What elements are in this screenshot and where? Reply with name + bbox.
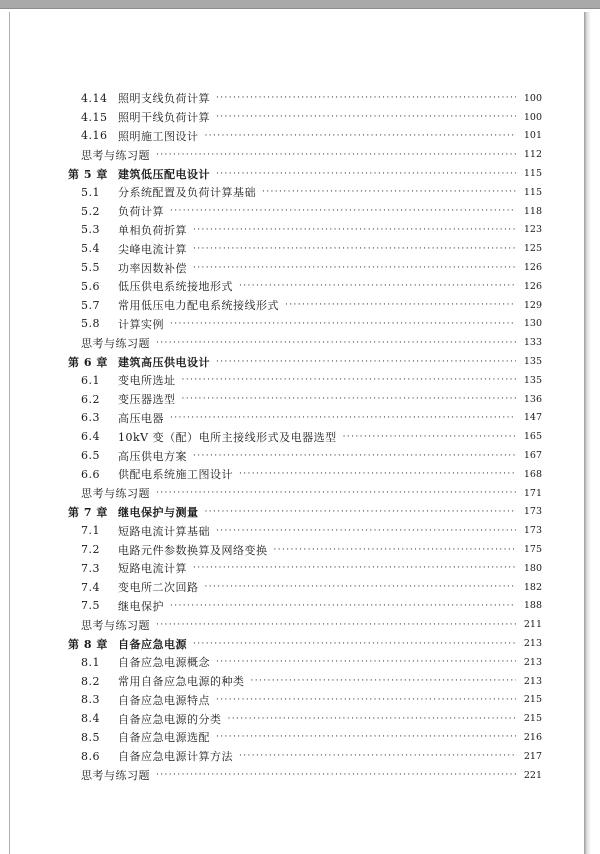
toc-section-entry[interactable] bbox=[68, 277, 542, 296]
toc-section-entry[interactable] bbox=[68, 653, 542, 672]
toc-dot-leader bbox=[156, 488, 516, 498]
toc-page-number: 125 bbox=[523, 243, 542, 255]
toc-exercise-entry[interactable] bbox=[68, 766, 542, 785]
toc-section-number: 7.1 bbox=[81, 524, 100, 538]
toc-page-number: 173 bbox=[523, 506, 542, 518]
toc-page-number: 129 bbox=[523, 299, 542, 311]
toc-exercise-entry[interactable] bbox=[68, 145, 542, 164]
toc-section-number: 5.7 bbox=[81, 298, 100, 312]
toc-page-number: 213 bbox=[523, 638, 542, 649]
toc-section-entry[interactable] bbox=[68, 597, 542, 616]
toc-dot-leader bbox=[170, 206, 516, 216]
toc-page-number: 123 bbox=[523, 224, 542, 236]
toc-section-title: 照明施工图设计 bbox=[118, 129, 199, 143]
toc-dot-leader bbox=[216, 526, 516, 536]
toc-section-number: 6.4 bbox=[81, 430, 100, 444]
toc-section-number: 8.1 bbox=[81, 655, 100, 669]
toc-dot-leader bbox=[156, 770, 516, 780]
toc-section-number: 第 7 章 bbox=[68, 505, 108, 519]
toc-page-number: 118 bbox=[523, 205, 542, 217]
toc-dot-leader bbox=[193, 451, 516, 461]
toc-section-number: 5.1 bbox=[81, 185, 100, 199]
toc-section-title: 功率因数补偿 bbox=[118, 261, 187, 275]
toc-dot-leader bbox=[239, 751, 516, 761]
toc-section-title: 思考与练习题 bbox=[81, 618, 150, 632]
toc-chapter-entry[interactable] bbox=[68, 352, 542, 371]
toc-section-title: 常用自备应急电源的种类 bbox=[118, 675, 245, 689]
toc-section-entry[interactable] bbox=[68, 728, 542, 747]
toc-section-entry[interactable] bbox=[68, 183, 542, 202]
toc-page-number: 112 bbox=[523, 149, 542, 161]
toc-dot-leader bbox=[239, 281, 516, 291]
toc-section-entry[interactable] bbox=[68, 202, 542, 221]
toc-exercise-entry[interactable] bbox=[68, 484, 542, 503]
toc-page-number: 180 bbox=[523, 562, 542, 574]
toc-page-number: 126 bbox=[523, 280, 542, 292]
toc-dot-leader bbox=[170, 413, 516, 423]
toc-section-title: 高压电器 bbox=[118, 411, 164, 425]
toc-page-number: 100 bbox=[523, 111, 542, 123]
toc-section-entry[interactable] bbox=[68, 127, 542, 146]
toc-section-number: 4.15 bbox=[81, 110, 108, 124]
toc-dot-leader bbox=[170, 319, 516, 329]
toc-exercise-entry[interactable] bbox=[68, 615, 542, 634]
toc-section-entry[interactable] bbox=[68, 371, 542, 390]
toc-section-title: 继电保护 bbox=[118, 599, 164, 613]
toc-chapter-entry[interactable] bbox=[68, 634, 542, 653]
toc-section-number: 6.5 bbox=[81, 449, 100, 463]
toc-section-title: 思考与练习题 bbox=[81, 769, 150, 783]
toc-page-number: 130 bbox=[523, 318, 542, 330]
toc-page-number: 126 bbox=[523, 262, 542, 274]
toc-page-number: 213 bbox=[523, 675, 542, 687]
toc-page-number: 101 bbox=[523, 130, 542, 142]
toc-section-number: 8.6 bbox=[81, 749, 100, 763]
toc-page-number: 135 bbox=[523, 356, 542, 368]
toc-section-number: 6.2 bbox=[81, 392, 100, 406]
toc-dot-leader bbox=[182, 375, 517, 385]
toc-section-entry[interactable] bbox=[68, 540, 542, 559]
toc-section-title: 供配电系统施工图设计 bbox=[118, 468, 233, 482]
toc-section-title: 变电所二次回路 bbox=[118, 581, 199, 595]
toc-page-number: 182 bbox=[523, 581, 542, 593]
toc-page-number: 215 bbox=[523, 694, 542, 706]
toc-section-title: 负荷计算 bbox=[118, 205, 164, 219]
toc-dot-leader bbox=[216, 112, 516, 122]
toc-dot-leader bbox=[251, 676, 517, 686]
toc-section-title: 尖峰电流计算 bbox=[118, 242, 187, 256]
toc-page-number: 168 bbox=[523, 468, 542, 480]
toc-dot-leader bbox=[156, 620, 516, 630]
toc-dot-leader bbox=[182, 394, 517, 404]
toc-section-number: 6.3 bbox=[81, 411, 100, 425]
toc-section-title: 变压器选型 bbox=[118, 393, 176, 407]
table-of-contents bbox=[68, 89, 542, 784]
toc-section-title: 低压供电系统接地形式 bbox=[118, 280, 233, 294]
toc-dot-leader bbox=[205, 582, 517, 592]
toc-section-title: 变电所选址 bbox=[118, 374, 176, 388]
toc-section-number: 6.1 bbox=[81, 373, 100, 387]
toc-dot-leader bbox=[228, 714, 517, 724]
toc-section-number: 5.5 bbox=[81, 261, 100, 275]
toc-section-entry[interactable] bbox=[68, 108, 542, 127]
toc-section-title: 建筑高压供电设计 bbox=[118, 355, 210, 369]
toc-section-title: 自备应急电源选配 bbox=[118, 731, 210, 745]
toc-dot-leader bbox=[193, 639, 516, 649]
toc-section-title: 计算实例 bbox=[118, 317, 164, 331]
toc-section-number: 5.8 bbox=[81, 317, 100, 331]
toc-dot-leader bbox=[285, 300, 516, 310]
toc-section-title: 自备应急电源 bbox=[118, 637, 187, 651]
toc-section-title: 建筑低压配电设计 bbox=[118, 167, 210, 181]
toc-section-title: 思考与练习题 bbox=[81, 148, 150, 162]
toc-page-number: 215 bbox=[523, 713, 542, 725]
toc-chapter-entry[interactable] bbox=[68, 164, 542, 183]
toc-dot-leader bbox=[274, 545, 517, 555]
toc-section-title: 继电保护与测量 bbox=[118, 505, 199, 519]
toc-section-title: 自备应急电源特点 bbox=[118, 693, 210, 707]
toc-page-number: 221 bbox=[523, 769, 542, 781]
toc-dot-leader bbox=[156, 150, 516, 160]
toc-page-number: 165 bbox=[523, 431, 542, 443]
toc-page-number: 167 bbox=[523, 450, 542, 462]
toc-page-number: 171 bbox=[523, 487, 542, 499]
toc-chapter-entry[interactable] bbox=[68, 503, 542, 522]
toc-section-title: 自备应急电源计算方法 bbox=[118, 750, 233, 764]
toc-section-entry[interactable] bbox=[68, 578, 542, 597]
toc-dot-leader bbox=[216, 657, 516, 667]
toc-section-entry[interactable] bbox=[68, 672, 542, 691]
toc-section-number: 7.3 bbox=[81, 561, 100, 575]
toc-section-number: 7.4 bbox=[81, 580, 100, 594]
toc-section-number: 7.5 bbox=[81, 599, 100, 613]
toc-section-number: 8.4 bbox=[81, 712, 100, 726]
toc-page-number: 136 bbox=[523, 393, 542, 405]
toc-section-title: 短路电流计算基础 bbox=[118, 524, 210, 538]
toc-section-entry[interactable] bbox=[68, 446, 542, 465]
toc-section-number: 5.3 bbox=[81, 223, 100, 237]
toc-dot-leader bbox=[205, 131, 517, 141]
toc-section-title: 照明支线负荷计算 bbox=[118, 92, 210, 106]
toc-section-title: 思考与练习题 bbox=[81, 336, 150, 350]
toc-dot-leader bbox=[193, 244, 516, 254]
toc-dot-leader bbox=[216, 732, 516, 742]
toc-section-entry[interactable] bbox=[68, 258, 542, 277]
toc-section-entry[interactable] bbox=[68, 296, 542, 315]
toc-section-title: 电路元件参数换算及网络变换 bbox=[118, 543, 268, 557]
toc-page-number: 115 bbox=[523, 168, 542, 180]
toc-page-number: 133 bbox=[523, 337, 542, 349]
toc-section-entry[interactable] bbox=[68, 409, 542, 428]
toc-section-entry[interactable] bbox=[68, 465, 542, 484]
toc-section-title: 短路电流计算 bbox=[118, 562, 187, 576]
toc-section-entry[interactable] bbox=[68, 239, 542, 258]
toc-dot-leader bbox=[216, 357, 516, 367]
toc-section-number: 8.2 bbox=[81, 674, 100, 688]
toc-dot-leader bbox=[216, 169, 516, 179]
toc-section-title: 思考与练习题 bbox=[81, 487, 150, 501]
toc-page-number: 135 bbox=[523, 374, 542, 386]
toc-section-title: 10kV 变（配）电所主接线形式及电器选型 bbox=[118, 430, 337, 444]
toc-dot-leader bbox=[193, 225, 516, 235]
toc-section-number: 6.6 bbox=[81, 467, 100, 481]
toc-section-title: 常用低压电力配电系统接线形式 bbox=[118, 299, 279, 313]
toc-page-number: 213 bbox=[523, 656, 542, 668]
toc-section-number: 8.3 bbox=[81, 693, 100, 707]
toc-page-number: 115 bbox=[523, 186, 542, 198]
toc-section-entry[interactable] bbox=[68, 747, 542, 766]
toc-dot-leader bbox=[343, 432, 516, 442]
toc-section-number: 第 6 章 bbox=[68, 355, 108, 369]
toc-section-entry[interactable] bbox=[68, 559, 542, 578]
toc-dot-leader bbox=[193, 563, 516, 573]
toc-dot-leader bbox=[239, 469, 516, 479]
toc-page-number: 100 bbox=[523, 92, 542, 104]
toc-section-entry[interactable] bbox=[68, 521, 542, 540]
toc-section-entry[interactable] bbox=[68, 315, 542, 334]
toc-dot-leader bbox=[156, 338, 516, 348]
toc-dot-leader bbox=[216, 695, 516, 705]
toc-section-number: 8.5 bbox=[81, 730, 100, 744]
viewer-margin bbox=[591, 12, 600, 854]
toc-page-number: 173 bbox=[523, 525, 542, 537]
toc-page-number: 147 bbox=[523, 412, 542, 424]
page-shadow bbox=[584, 12, 591, 854]
toc-dot-leader bbox=[193, 263, 516, 273]
toc-section-entry[interactable] bbox=[68, 691, 542, 710]
toc-section-entry[interactable] bbox=[68, 89, 542, 108]
toc-page-number: 216 bbox=[523, 731, 542, 743]
viewer-top-bar bbox=[0, 0, 600, 9]
toc-dot-leader bbox=[205, 507, 517, 517]
toc-section-entry[interactable] bbox=[68, 427, 542, 446]
toc-section-number: 第 5 章 bbox=[68, 167, 108, 181]
toc-section-number: 4.16 bbox=[81, 129, 108, 143]
toc-dot-leader bbox=[216, 93, 516, 103]
toc-section-title: 高压供电方案 bbox=[118, 449, 187, 463]
toc-section-entry[interactable] bbox=[68, 390, 542, 409]
toc-section-number: 5.6 bbox=[81, 279, 100, 293]
toc-page-number: 188 bbox=[523, 600, 542, 612]
toc-section-entry[interactable] bbox=[68, 709, 542, 728]
toc-page-number: 217 bbox=[523, 750, 542, 762]
toc-section-title: 单相负荷折算 bbox=[118, 223, 187, 237]
toc-section-number: 5.2 bbox=[81, 204, 100, 218]
toc-section-title: 自备应急电源概念 bbox=[118, 656, 210, 670]
toc-section-number: 第 8 章 bbox=[68, 637, 108, 651]
toc-page-number: 211 bbox=[523, 619, 542, 631]
toc-section-number: 4.14 bbox=[81, 91, 108, 105]
toc-section-title: 分系统配置及负荷计算基础 bbox=[118, 186, 256, 200]
toc-dot-leader bbox=[170, 601, 516, 611]
toc-section-title: 照明干线负荷计算 bbox=[118, 111, 210, 125]
toc-section-entry[interactable] bbox=[68, 221, 542, 240]
toc-section-title: 自备应急电源的分类 bbox=[118, 712, 222, 726]
toc-dot-leader bbox=[262, 187, 516, 197]
toc-exercise-entry[interactable] bbox=[68, 333, 542, 352]
toc-page-number: 175 bbox=[523, 544, 542, 556]
toc-section-number: 7.2 bbox=[81, 543, 100, 557]
toc-section-number: 5.4 bbox=[81, 242, 100, 256]
